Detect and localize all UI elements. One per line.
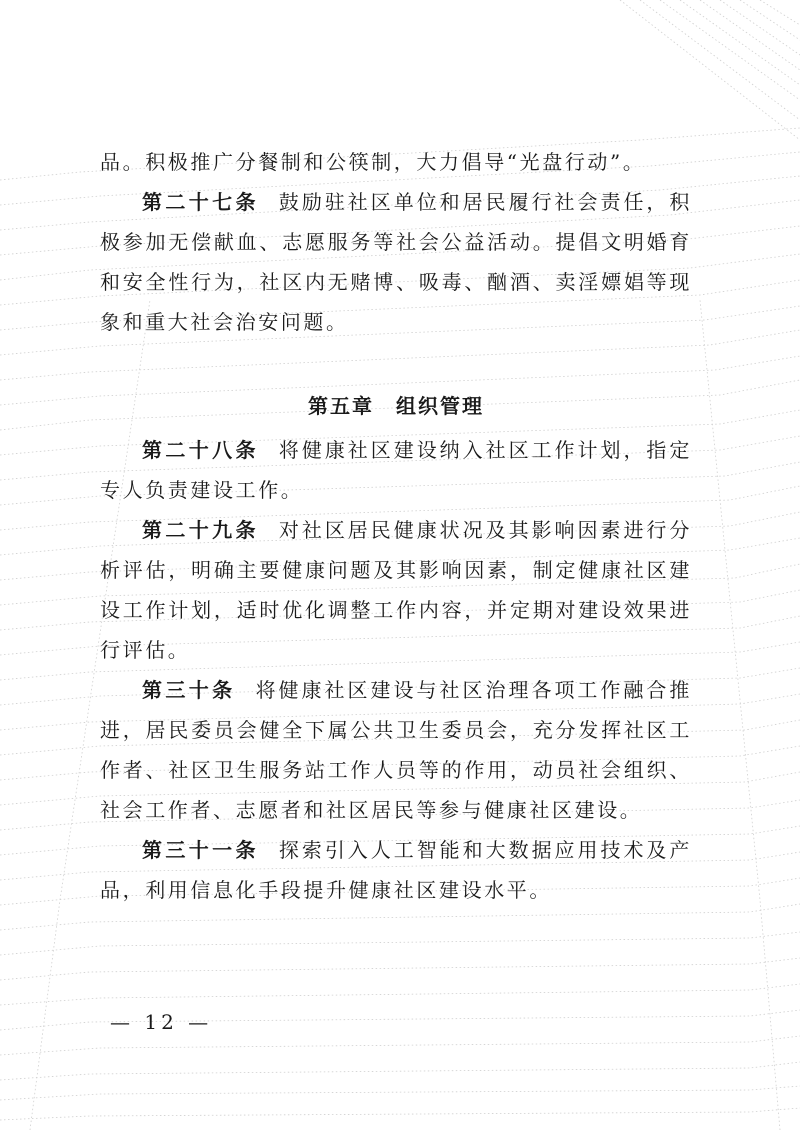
article-27 (100, 182, 692, 342)
article-30-text: 将健康社区建设与社区治理各项工作融合推进，居民委员会健全下属公共卫生委员会，充分发挥社区工作者、社区卫生服务站工作人员等的作用，动员社会组织、社会工作者、志愿者和社区居民等参与健康社区建设。 (100, 678, 692, 822)
chapter-title: 组织管理 (396, 394, 484, 418)
article-31 (100, 830, 692, 910)
article-29-text: 对社区居民健康状况及其影响因素进行分析评估，明确主要健康问题及其影响因素，制定健康社区建设工作计划，适时优化调整工作内容，并定期对建设效果进行评估。 (100, 518, 693, 662)
page-number: — 12 — (110, 1010, 213, 1034)
article-28-text: 将健康社区建设纳入社区工作计划，指定专人负责建设工作。 (100, 438, 693, 502)
article-30 (100, 670, 692, 830)
article-28 (100, 430, 692, 510)
chapter-number: 第五章 (308, 394, 374, 418)
article-30-number: 第三十条 (142, 678, 236, 702)
article-27-number: 第二十七条 (142, 190, 259, 214)
article-28-number: 第二十八条 (142, 438, 259, 462)
article-27-text: 鼓励驻社区单位和居民履行社会责任，积极参加无偿献血、志愿服务等社会公益活动。提倡文明婚育和安全性行为，社区内无赌博、吸毒、酗酒、卖淫嫖娼等现象和重大社会治安问题。 (100, 190, 693, 334)
article-31-number: 第三十一条 (142, 838, 259, 862)
article-29 (100, 510, 692, 670)
paragraph-continuation: 品。积极推广分餐制和公筷制，大力倡导“光盘行动”。 (100, 150, 646, 174)
article-31-text: 探索引入人工智能和大数据应用技术及产品，利用信息化手段提升健康社区建设水平。 (100, 838, 693, 902)
document-body (100, 142, 692, 910)
article-29-number: 第二十九条 (142, 518, 259, 542)
chapter-heading (100, 386, 692, 426)
